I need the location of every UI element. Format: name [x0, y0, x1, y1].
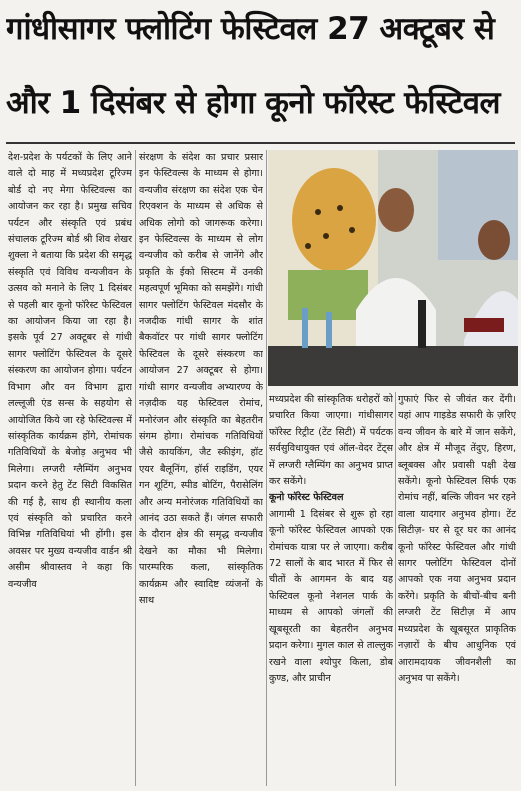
article-column-2 — [139, 150, 263, 790]
article-column-1-text: देश-प्रदेश के पर्यटकों के लिए आने वाले दो माह में मध्यप्रदेश टूरिज्म बोर्ड दो नए मेगा फेस्टिवल्स का आयोजन कर रहा है। प्रमुख सचिव पर्यटन और संस्कृति एवं प्रबंध संचालक टूरिज्म बोर्ड श्री शिव शेखर शुक्ला ने बताया कि प्रदेश की समृद्ध संस्कृति एवं विविध वन्यजीवन के उत्सव को मनाने के लिए 1 दिसंबर से पहली बार कूनो फॉरेस्ट फेस्टिवल का आयोजन किया जा रहा है। इसके पूर्व 27 अक्टूबर से गांधी सागर फ्लोटिंग फेस्टिवल के दूसरे संस्करण का आयोजन होगा। पर्यटन विभाग और वन विभाग द्वारा लल्लूजी एंड सन्स के सहयोग से आयोजित किये जा रहे फेस्टिवल्स में सांस्कृतिक कार्यक्रम होंगे, रोमांचक गतिविधियों के बेजोड़ अनुभव भी मिलेगा। लग्जरी ग्लैम्पिंग अनुभव प्रदान करने हेतु टेंट सिटी विकसित की गई है, साथ ही स्थानीय कला एवं संस्कृति को प्रचारित करने विभिन्न गतिविधियां भी होंगी। इस अवसर पर मुख्य वन्यजीव वार्डन श्री असीम श्रीवास्तव ने कहा कि वन्यजीव — [8, 152, 132, 590]
column-divider — [395, 392, 396, 786]
article-column-3 — [269, 392, 393, 790]
headline-rule — [6, 142, 515, 144]
column-divider — [266, 150, 267, 786]
headline-line-1: गांधीसागर फ्लोटिंग फेस्टिवल 27 अक्टूबर से — [6, 11, 495, 47]
article-column-3-text-continued: आगामी 1 दिसंबर से शुरू हो रहा कूनो फॉरेस्ट फेस्टिवल आपको एक रोमांचक यात्रा पर ले जाएगा। करीब 72 सालों के बाद भारत में फिर से चीतों के आगमन के बाद यह फेस्टिवल कूनो नेशनल पार्क के माध्यम से आपको जंगलों की खूबसूरती का बेहतरीन अनुभव प्रदान करेगा। मुगल काल से ताल्लुक रखने वाला श्योपुर किला, डोब कुण्ड, और प्राचीन — [269, 508, 393, 684]
column-divider — [135, 150, 136, 786]
article-column-3-text: मध्यप्रदेश की सांस्कृतिक धरोहरों को प्रचारित किया जाएगा। गांधीसागर फॉरेस्ट रिट्रीट (टेंट सिटी) में पर्यटक सर्वसुविधायुक्त एवं ऑल-वेदर टेंट्स में लग्जरी ग्लैम्पिंग का अनुभव प्राप्त कर सकेंगे। — [269, 394, 393, 488]
press-conference-photo — [268, 150, 518, 386]
article-column-4-text: गुफाएं फिर से जीवंत कर देंगी। यहां आप गाइडेड सफारी के ज़रिए वन्य जीवन के बारे में जान सकेंगे, और क्षेत्र में मौजूद तेंदुए, हिरण, ब्लूबक्स और प्रवासी पक्षी देख सकेंगे। कूनो फेस्टिवल सिर्फ एक रोमांच नहीं, बल्कि जीवन भर रहने वाला यादगार अनुभव होगा। टेंट सिटीज़- घर से दूर घर का आनंद कूनो फॉरेस्ट फेस्टिवल और गांधी सागर फ्लोटिंग फेस्टिवल दोनों आपको एक नया अनुभव प्रदान करेंगे। प्रकृति के बीचों-बीच बनी लग्जरी टेंट सिटीज़ में आप मध्यप्रदेश के खूबसूरत प्राकृतिक नज़ारों के बीच आधुनिक एवं आरामदायक जीवनशैली का अनुभव पा सकेंगे। — [398, 394, 516, 684]
article-column-2-text: संरक्षण के संदेश का प्रचार प्रसार इन फेस्टिवल्स के माध्यम से होगा। वन्यजीव संरक्षण का संदेश एक चेन रिएक्शन के माध्यम से अधिक से अधिक लोगो को जागरूक करेगा। इन फेस्टिवल्स के माध्यम से लोग वन्यजीव को करीब से जानेंगे और प्रकृति के ईको सिस्टम में उनकी महत्वपूर्ण भूमिका को समझेंगे। गांधी सागर फ्लोटिंग फेस्टिवल मंदसौर के नजदीक गांधी सागर के शांत बैकवॉटर पर गांधी सागर फ्लोटिंग फेस्टिवल के दूसरे संस्करण का आयोजन 27 अक्टूबर से होगा। गांधी सागर वन्यजीव अभ्यारण्य के नज़दीक यह फेस्टिवल रोमांच, मनोरंजन और संस्कृति का बेहतरीन संगम होगा। रोमांचक गतिविधियों जैसे कायकिंग, जैट स्कीइंग, हॉट एयर बैलूनिंग, हॉर्स राइडिंग, एयर गन शूटिंग, स्पीड बोटिंग, पैरासेलिंग और अन्य मनोरंजक गतिविधियों का आनंद उठा सकते हैं। जंगल सफारी के दौरान क्षेत्र की समृद्ध वन्यजीव देखने का मौका भी मिलेगा। पारम्परिक कला, सांस्कृतिक कार्यक्रम और स्वादिष्ट व्यंजनों के साथ — [139, 152, 263, 606]
article-column-4 — [398, 392, 516, 790]
article-column-1 — [8, 150, 132, 790]
headline-line-2: और 1 दिसंबर से होगा कूनो फॉरेस्ट फेस्टिवल — [6, 85, 500, 121]
subheading-kuno-forest-festival: कूनो फॉरेस्ट फेस्टिवल — [269, 492, 344, 504]
